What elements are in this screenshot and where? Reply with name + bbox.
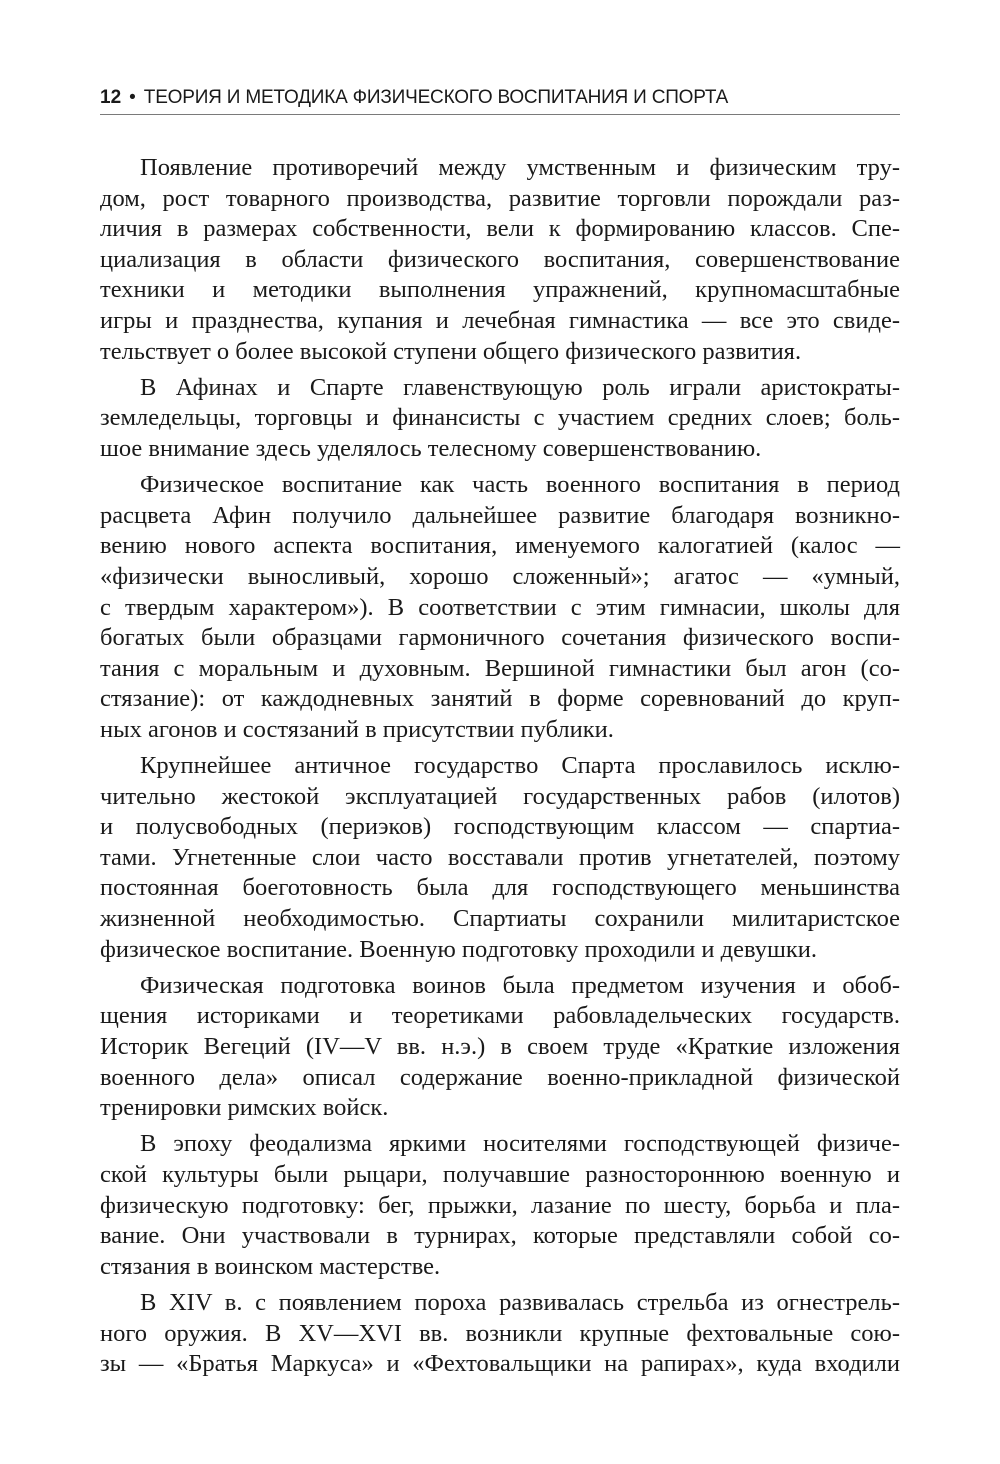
text-line: физическую подготовку: бег, прыжки, лазание по шесту, борьба и пла- (100, 1191, 900, 1219)
text-line: тренировки римских войск. (100, 1094, 389, 1122)
text-line: щения историками и теоретиками рабовладельческих государств. (100, 1002, 900, 1030)
text-line: Физическая подготовка воинов была предметом изучения и обоб- (140, 971, 900, 999)
body-text (100, 153, 900, 1380)
text-line: чительно жестокой эксплуатацией государственных рабов (илотов) (100, 782, 900, 810)
running-head (100, 86, 900, 115)
paragraph (100, 470, 900, 745)
paragraph (100, 971, 900, 1124)
text-line: В Афинах и Спарте главенствующую роль играли аристократы- (140, 373, 900, 401)
text-line: Появление противоречий между умственным и физическим тру- (140, 154, 900, 181)
text-line: ного оружия. В XV—XVI вв. возникли крупные фехтовальные сою- (100, 1319, 900, 1347)
text-line: богатых были образцами гармоничного сочетания физического воспи- (100, 624, 900, 652)
book-title: ТЕОРИЯ И МЕТОДИКА ФИЗИЧЕСКОГО ВОСПИТАНИЯ И СПОРТА (143, 87, 729, 108)
text-line: с твердым характером»). В соответствии с этим гимнасии, школы для (100, 593, 900, 621)
paragraph (100, 1129, 900, 1282)
text-line: тания с моральным и духовным. Вершиной гимнастики был агон (со- (100, 654, 900, 682)
header-bullet: • (129, 87, 136, 108)
text-line: техники и методики выполнения упражнений, крупномасштабные (100, 276, 900, 304)
text-line: циализация в области физического воспитания, совершенствование (100, 245, 900, 273)
text-line: зы — «Братья Маркуса» и «Фехтовальщики на рапирах», куда входили (100, 1350, 900, 1378)
text-line: ской культуры были рыцари, получавшие разностороннюю военную и (100, 1160, 900, 1188)
text-line: стязания в воинском мастерстве. (100, 1252, 441, 1280)
book-page (100, 0, 900, 1464)
text-line: военного дела» описал содержание военно-прикладной физической (100, 1063, 900, 1091)
text-line: вению нового аспекта воспитания, именуемого калогатией (калос — (100, 532, 900, 560)
text-line: физическое воспитание. Военную подготовку проходили и девушки. (100, 935, 817, 963)
text-line: В эпоху феодализма яркими носителями господствующей физиче- (140, 1130, 900, 1158)
text-line: личия в размерах собственности, вели к формированию классов. Спе- (100, 215, 900, 243)
paragraph (100, 153, 900, 367)
paragraph (100, 373, 900, 465)
text-line: тельствует о более высокой ступени общего физического развития. (100, 337, 802, 365)
text-line: Крупнейшее античное государство Спарта прославилось исклю- (140, 752, 900, 780)
text-line: расцвета Афин получило дальнейшее развитие благодаря возникно- (100, 501, 900, 529)
paragraph (100, 1288, 900, 1380)
text-line: игры и празднества, купания и лечебная гимнастика — все это свиде- (100, 306, 900, 334)
text-line: постоянная боеготовность была для господствующего меньшинства (100, 874, 900, 902)
page-number: 12 (100, 87, 122, 108)
text-line: тами. Угнетенные слои часто восставали против угнетателей, поэтому (100, 843, 900, 871)
text-line: и полусвободных (периэков) господствующим классом — спартиа- (100, 813, 900, 841)
text-line: вание. Они участвовали в турнирах, которые представляли собой со- (100, 1222, 900, 1250)
text-line: дом, рост товарного производства, развитие торговли порождали раз- (100, 184, 900, 212)
text-line: Историк Вегеций (IV—V вв. н.э.) в своем труде «Краткие изложения (100, 1033, 900, 1060)
text-line: земледельцы, торговцы и финансисты с участием средних слоев; боль- (100, 404, 900, 432)
text-line: В XIV в. с появлением пороха развивалась стрельба из огнестрель- (140, 1288, 900, 1316)
text-line: жизненной необходимостью. Спартиаты сохранили милитаристское (100, 905, 900, 933)
text-line: ных агонов и состязаний в присутствии публики. (100, 715, 614, 743)
paragraph (100, 751, 900, 965)
text-line: стязание): от каждодневных занятий в форме соревнований до круп- (100, 685, 900, 713)
text-line: «физически выносливый, хорошо сложенный»; агатос — «умный, (100, 562, 900, 590)
text-line: Физическое воспитание как часть военного воспитания в период (140, 471, 900, 499)
text-line: шое внимание здесь уделялось телесному совершенствованию. (100, 434, 762, 462)
